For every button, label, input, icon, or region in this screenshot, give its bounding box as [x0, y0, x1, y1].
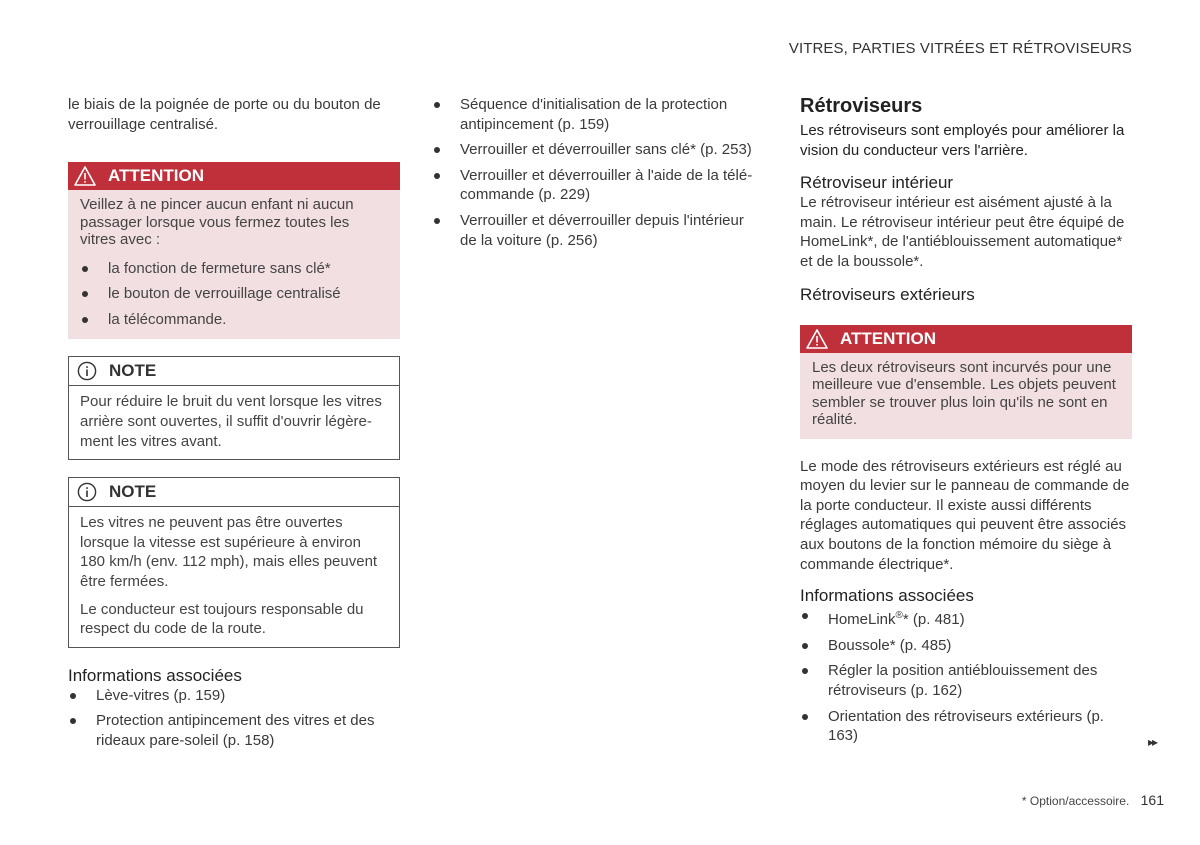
related-link[interactable]: Orientation des rétroviseurs extérieurs (p. 163): [800, 707, 1132, 746]
related-link[interactable]: Séquence d'initialisation de la protection antipincement (p. 159): [432, 95, 762, 134]
related-link[interactable]: Verrouiller et déverrouiller sans clé* (p. 253): [432, 140, 762, 160]
related-info-heading: Informations associées: [68, 665, 242, 685]
column-left: [68, 95, 400, 751]
running-head: VITRES, PARTIES VITRÉES ET RÉTROVISEURS: [788, 40, 1132, 57]
list-item: la télécommande.: [80, 310, 388, 330]
list-item: le bouton de verrouillage centralisé: [80, 284, 388, 304]
page-footer: [1022, 792, 1164, 808]
related-link[interactable]: Lève-vitres (p. 159): [68, 686, 400, 706]
related-info-list-continued: [432, 95, 762, 250]
related-info-list: [800, 606, 1132, 746]
page-number: 161: [1140, 792, 1164, 808]
note-header: [69, 478, 399, 507]
note-body: [69, 386, 399, 459]
related-link[interactable]: Verrouiller et déverrouiller à l'aide de la télé-commande (p. 229): [432, 166, 762, 205]
warning-icon: [806, 329, 828, 349]
info-icon: [77, 361, 97, 381]
related-link[interactable]: Boussole* (p. 485): [800, 636, 1132, 656]
note-text: Les vitres ne peuvent pas être ouvertes lorsque la vitesse est supérieure à environ 180 km/h (env. 112 mph), mais elles peuvent être fermées.: [80, 514, 378, 591]
related-link-homelink[interactable]: [800, 606, 1132, 630]
note-box: [68, 356, 400, 460]
interior-mirror-text: Le rétroviseur intérieur est aisément ajusté à la main. Le rétroviseur intérieur peut être équipé de HomeLink*, de l'antiéblouissement automatique* et de la boussole*.: [800, 194, 1125, 270]
attention-text: Les deux rétroviseurs sont incurvés pour une meilleure vue d'ensemble. Les objets peuvent sembler se trouver plus loin qu'ils ne sont en réalité.: [812, 358, 1116, 429]
homelink-text: HomeLink: [828, 611, 896, 629]
attention-header: [68, 162, 400, 190]
section-lead: Les rétroviseurs sont employés pour améliorer la vision du conducteur vers l'arrière.: [800, 122, 1125, 159]
attention-title: ATTENTION: [840, 328, 937, 348]
attention-title: ATTENTION: [108, 166, 205, 186]
note-header: [69, 357, 399, 386]
related-info-list: [68, 686, 400, 751]
note-title: NOTE: [109, 482, 157, 502]
note-text: Pour réduire le bruit du vent lorsque les vitres arrière sont ouvertes, il suffit d'ouvrir légère-ment les vitres avant.: [80, 393, 382, 450]
note-title: NOTE: [109, 361, 157, 381]
attention-box: [800, 325, 1132, 439]
exterior-mirror-heading: Rétroviseurs extérieurs: [800, 284, 975, 304]
column-middle: [432, 95, 762, 250]
intro-text: le biais de la poignée de porte ou du bouton de verrouillage centralisé.: [68, 96, 381, 133]
column-right: [800, 95, 1132, 746]
footnote: * Option/accessoire.: [1021, 794, 1130, 808]
section-title: Rétroviseurs: [800, 95, 923, 117]
list-item: la fonction de fermeture sans clé*: [80, 259, 388, 279]
attention-box: [68, 162, 400, 339]
homelink-page-ref: * (p. 481): [902, 611, 965, 629]
related-link[interactable]: Protection antipincement des vitres et des rideaux pare-soleil (p. 158): [68, 711, 400, 750]
related-info-heading: Informations associées: [800, 586, 974, 606]
attention-list: [80, 259, 388, 330]
note-text: Le conducteur est toujours responsable du respect du code de la route.: [80, 600, 364, 638]
note-box: [68, 477, 400, 648]
continue-arrow-icon: ▸▸: [1148, 735, 1157, 749]
warning-icon: [74, 166, 96, 186]
attention-header: [800, 325, 1132, 353]
attention-body: [800, 353, 1132, 439]
attention-text: Veillez à ne pincer aucun enfant ni aucun passager lorsque vous fermez toutes les vitres avec :: [80, 196, 354, 249]
related-link[interactable]: Verrouiller et déverrouiller depuis l'intérieur de la voiture (p. 256): [432, 211, 762, 250]
related-link[interactable]: Régler la position antiéblouissement des rétroviseurs (p. 162): [800, 661, 1132, 700]
interior-mirror-heading: Rétroviseur intérieur: [800, 173, 954, 193]
exterior-mode-text: Le mode des rétroviseurs extérieurs est réglé au moyen du levier sur le panneau de commande de la porte conducteur. Il existe aussi différents réglages automatiques qui peuvent être associés aux boutons de la fonction mémoire du siège à commande électrique*.: [800, 457, 1130, 573]
note-body: [69, 507, 399, 647]
registered-mark: ®: [895, 610, 903, 622]
attention-body: [68, 190, 400, 339]
info-icon: [77, 482, 97, 502]
